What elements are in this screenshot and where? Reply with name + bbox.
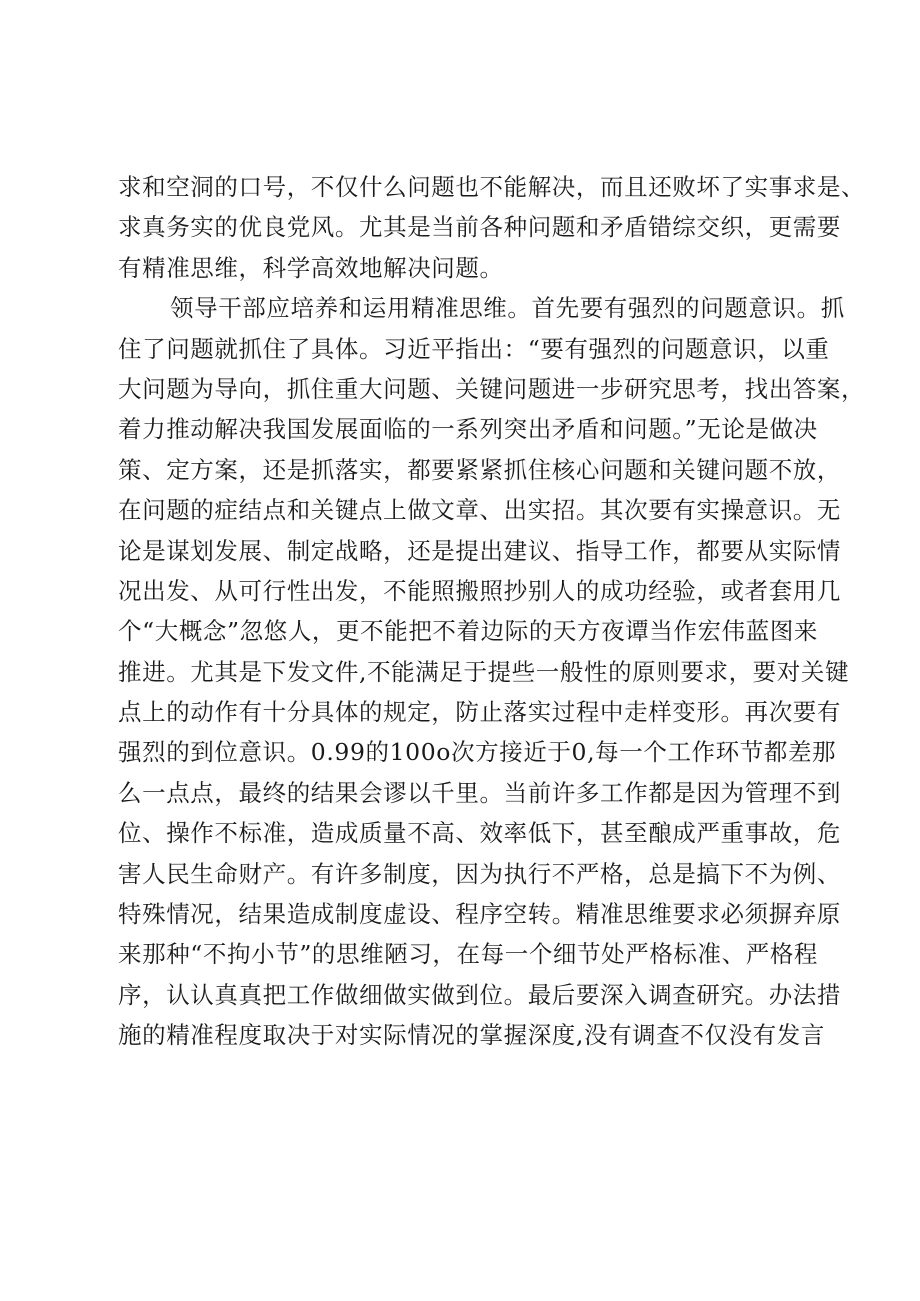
- text-line: 序，认认真真把工作做细做实做到位。最后要深入调查研究。办法措: [118, 980, 841, 1009]
- text-line: 有精准思维，科学高效地解决问题。: [118, 253, 504, 282]
- text-line: 在问题的症结点和关键点上做文章、出实招。其次要有实操意识。无: [118, 496, 841, 525]
- text-line: 推进。尤其是下发文件,不能满足于提些一般性的原则要求，要对关键: [118, 657, 850, 686]
- text-line: 求真务实的优良党风。尤其是当前各种问题和矛盾错综交织，更需要: [118, 213, 841, 242]
- text-line: 特殊情况，结果造成制度虚设、程序空转。精准思维要求必须摒弃原: [118, 900, 841, 929]
- text-line: 论是谋划发展、制定战略，还是提出建议、指导工作，都要从实际情: [118, 536, 841, 565]
- text-line: 领导干部应培养和运用精准思维。首先要有强烈的问题意识。抓: [170, 294, 845, 323]
- text-line: 来那种“不拘小节”的思维陋习，在每一个细节处严格标准、严格程: [118, 940, 819, 969]
- text-line: 位、操作不标准，造成质量不高、效率低下，甚至酿成严重事故，危: [118, 819, 841, 848]
- text-line: 况出发、从可行性出发，不能照搬照抄别人的成功经验，或者套用几: [118, 576, 841, 605]
- text-line: 点上的动作有十分具体的规定，防止落实过程中走样变形。再次要有: [118, 698, 841, 727]
- text-line: 个“大概念”忽悠人，更不能把不着边际的天方夜谭当作宏伟蓝图来: [118, 617, 819, 646]
- paragraph-2: [118, 288, 866, 1055]
- body-text: [118, 167, 866, 1056]
- text-line: 策、定方案，还是抓落实，都要紧紧抓住核心问题和关键问题不放，: [118, 455, 841, 484]
- text-line: 着力推动解决我国发展面临的一系列突出矛盾和问题。”无论是做决: [118, 415, 818, 444]
- text-line: 害人民生命财产。有许多制度，因为执行不严格，总是搞下不为例、: [118, 859, 841, 888]
- text-line: 强烈的到位意识。0.99的100o次方接近于0,每一个工作环节都差那: [118, 738, 837, 767]
- text-line: 住了问题就抓住了具体。习近平指出：“要有强烈的问题意识，以重: [118, 334, 830, 363]
- paragraph-1: [118, 167, 866, 288]
- text-line: 大问题为导向，抓住重大问题、关键问题进一步研究思考，找出答案，: [118, 374, 866, 403]
- text-line: 施的精准程度取决于对实际情况的掌握深度,没有调查不仅没有发言: [118, 1021, 825, 1050]
- text-line: 求和空洞的口号，不仅什么问题也不能解决，而且还败坏了实事求是、: [118, 173, 866, 201]
- text-line: 么一点点，最终的结果会谬以千里。当前许多工作都是因为管理不到: [118, 778, 841, 807]
